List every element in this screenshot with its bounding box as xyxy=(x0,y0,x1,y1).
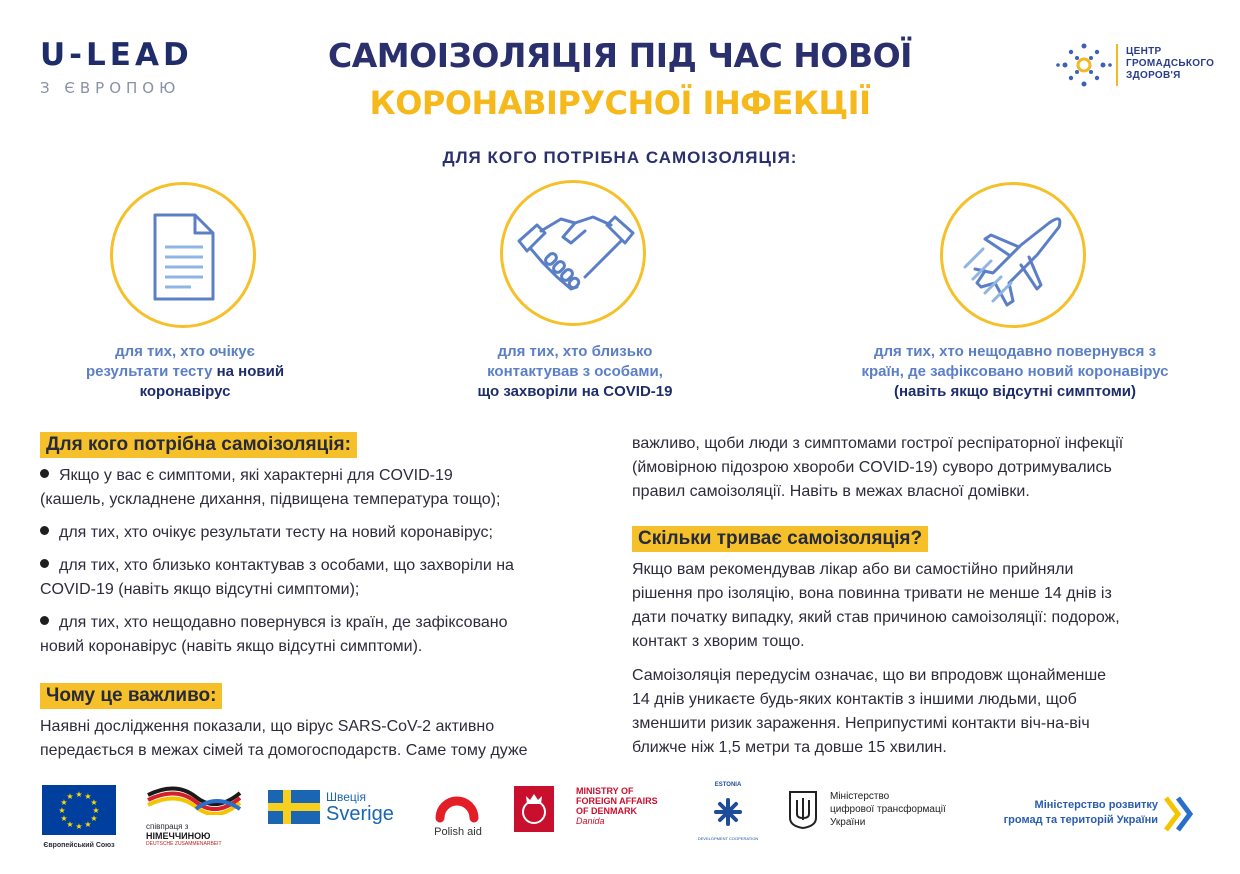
p1-line4: контакт з хворим тощо. xyxy=(632,633,805,650)
u-lead-tagline: З ЄВРОПОЮ xyxy=(40,79,181,97)
document-icon xyxy=(151,211,217,303)
denmark-mfa-logo xyxy=(514,786,674,834)
list-item xyxy=(40,521,600,545)
handshake-icon xyxy=(517,211,635,299)
de-line3: DEUTSCHE ZUSAMMENARBEIT xyxy=(146,841,222,847)
svg-text:★: ★ xyxy=(90,814,98,823)
polish-aid-icon xyxy=(434,782,480,824)
germany-cooperation-logo xyxy=(146,785,242,845)
svg-text:★: ★ xyxy=(66,792,74,801)
caption-test-line2a: результати тесту xyxy=(85,363,213,380)
bullet-icon xyxy=(40,469,49,478)
svg-text:★: ★ xyxy=(60,798,68,807)
public-health-center-logo xyxy=(1056,40,1216,90)
heading-who-needs: Для кого потрібна самоізоляція: xyxy=(40,432,357,458)
bullet-icon xyxy=(40,559,49,568)
bullet-icon xyxy=(40,526,49,535)
why-important-text xyxy=(40,715,600,763)
ua-line1: Міністерство xyxy=(830,791,890,802)
svg-text:★: ★ xyxy=(60,814,68,823)
eu-caption: Європейський Союз xyxy=(43,842,115,849)
u-lead-wordmark: U-LEAD xyxy=(40,37,193,73)
eu-logo xyxy=(42,785,116,849)
list-item-continuation: (кашель, ускладнене дихання, підвищена температура тощо); xyxy=(40,491,501,508)
ee-top-text: ESTONIA xyxy=(714,782,742,788)
denmark-mfa-text xyxy=(576,786,658,826)
ministry-development-text xyxy=(990,798,1158,828)
chevron-arrows-icon xyxy=(1162,796,1196,832)
caption-travel-line3: (навіть якщо відсутні симптоми) xyxy=(893,383,1137,400)
page-title-line2: КОРОНАВІРУСНОЇ ІНФЕКЦІЇ xyxy=(369,84,871,122)
pl-caption: Polish aid xyxy=(434,826,482,838)
se-line1: Швеція xyxy=(326,790,366,804)
who-needs-list xyxy=(40,464,600,659)
caption-test-line3: коронавірус xyxy=(139,383,231,400)
denmark-crest-icon xyxy=(514,786,554,832)
caption-travel xyxy=(820,342,1210,402)
list-item xyxy=(40,554,600,578)
caption-contact-line2: контактував з особами, xyxy=(487,363,663,380)
cont-line2: (ймовірною підозрою хвороби COVID-19) суворо дотримувались xyxy=(632,459,1112,476)
svg-text:★: ★ xyxy=(84,792,92,801)
dk-line3: OF DENMARK xyxy=(576,806,637,816)
mr-line1: Міністерство розвитку xyxy=(1034,799,1158,811)
caption-contact-line1: для тих, хто близько xyxy=(497,343,653,360)
svg-text:★: ★ xyxy=(92,806,100,815)
dk-line2: FOREIGN AFFAIRS xyxy=(576,796,658,806)
svg-text:★: ★ xyxy=(84,820,92,829)
airplane-circle xyxy=(940,182,1086,328)
caption-contact xyxy=(420,342,730,402)
dk-line4: Danida xyxy=(576,816,605,826)
caption-test xyxy=(40,342,330,402)
p2-line2: 14 днів уникаєте будь-яких контактів з іншими людьми, щоб xyxy=(632,691,1077,708)
handshake-circle xyxy=(500,180,646,326)
p2-line3: зменшити ризик зараження. Неприпустимі контакти віч-на-віч xyxy=(632,715,1090,732)
ua-line2: цифрової трансформації xyxy=(830,804,946,815)
ukraine-trident-icon xyxy=(786,790,820,830)
dk-line1: MINISTRY OF xyxy=(576,786,634,796)
caption-test-line1: для тих, хто очікує xyxy=(115,343,255,360)
list-item-text: для тих, хто близько контактував з особами, що захворіли на xyxy=(59,557,514,574)
svg-text:★: ★ xyxy=(58,806,66,815)
right-column xyxy=(632,432,1212,770)
cont-line1: важливо, щоби люди з симптомами гострої респіраторної інфекції xyxy=(632,435,1124,452)
cgz-line3: ЗДОРОВ'Я xyxy=(1126,70,1181,81)
eu-flag-icon xyxy=(42,785,116,835)
duration-text xyxy=(632,558,1212,760)
sweden-flag-icon xyxy=(268,790,320,824)
ministry-digital-logo xyxy=(786,788,966,832)
cgz-line1: ЦЕНТР xyxy=(1126,46,1162,57)
p2-line4: ближче ніж 1,5 метри та довше 15 хвилин. xyxy=(632,739,947,756)
ministry-digital-text xyxy=(830,790,946,829)
caption-contact-line3: що захворіли на COVID-19 xyxy=(477,383,673,400)
left-column xyxy=(40,432,600,763)
polish-aid-logo xyxy=(428,782,488,842)
why-line1: Наявні дослідження показали, що вірус SARS-CoV-2 активно xyxy=(40,718,495,735)
heading-duration: Скільки триває самоізоляція? xyxy=(632,526,928,552)
p1-line1: Якщо вам рекомендував лікар або ви самостійно прийняли xyxy=(632,561,1074,578)
caption-travel-line1: для тих, хто нещодавно повернувся з xyxy=(873,343,1157,360)
list-item-continuation: COVID-19 (навіть якщо відсутні симптоми); xyxy=(40,581,360,598)
public-health-center-icon xyxy=(1056,40,1112,90)
de-line1: співпраця з xyxy=(146,822,189,831)
caption-test-line2b: на новий xyxy=(216,363,285,380)
list-item xyxy=(40,464,600,488)
svg-text:★: ★ xyxy=(75,790,83,799)
heading-why-important: Чому це важливо: xyxy=(40,683,222,709)
bullet-icon xyxy=(40,616,49,625)
sweden-logo xyxy=(268,790,408,830)
germany-ukraine-wave-icon xyxy=(146,785,242,815)
page-title-line1: САМОІЗОЛЯЦІЯ ПІД ЧАС НОВОЇ xyxy=(328,36,912,75)
duration-paragraph-1 xyxy=(632,558,1212,654)
caption-travel-line2: країн, де зафіксовано новий коронавірус xyxy=(861,363,1169,380)
svg-text:★: ★ xyxy=(90,798,98,807)
list-item xyxy=(40,611,600,635)
se-line2: Sverige xyxy=(326,803,394,825)
list-item-text: для тих, хто очікує результати тесту на новий коронавірус; xyxy=(59,524,493,541)
cont-line3: правил самоізоляції. Навіть в межах власної домівки. xyxy=(632,483,1030,500)
estonia-cooperation-logo xyxy=(696,780,760,844)
why-line2: передається в межах сімей та домогосподарств. Саме тому дуже xyxy=(40,742,528,759)
ministry-development-logo xyxy=(990,796,1210,836)
mr-line2: громад та територій України xyxy=(1003,814,1158,826)
ee-bottom-text: DEVELOPMENT COOPERATION xyxy=(697,836,759,841)
list-item-text: для тих, хто нещодавно повернувся із країн, де зафіксовано xyxy=(59,614,508,631)
duration-paragraph-2 xyxy=(632,664,1212,760)
p1-line2: рішення про ізоляцію, вона повинна тривати не менше 14 днів із xyxy=(632,585,1112,602)
de-line2: НІМЕЧЧИНОЮ xyxy=(146,831,211,841)
section-subtitle: ДЛЯ КОГО ПОТРІБНА САМОІЗОЛЯЦІЯ: xyxy=(442,148,798,167)
public-health-center-text xyxy=(1126,46,1214,82)
why-important-continued xyxy=(632,432,1212,504)
svg-text:★: ★ xyxy=(75,822,83,831)
p2-line1: Самоізоляція передусім означає, що ви впродовж щонайменше xyxy=(632,667,1107,684)
document-circle xyxy=(110,182,256,328)
list-item-text: Якщо у вас є симптоми, які характерні для COVID-19 xyxy=(59,467,453,484)
estonia-cooperation-icon xyxy=(696,780,760,844)
svg-text:★: ★ xyxy=(66,820,74,829)
cgz-line2: ГРОМАДСЬКОГО xyxy=(1126,58,1215,69)
p1-line3: дати початку випадку, який став причиною самоізоляції: подорож, xyxy=(632,609,1120,626)
ua-line3: України xyxy=(830,817,866,828)
logo-divider xyxy=(1116,44,1118,86)
list-item-continuation: новий коронавірус (навіть якщо відсутні симптоми). xyxy=(40,638,423,655)
airplane-icon xyxy=(963,209,1067,307)
